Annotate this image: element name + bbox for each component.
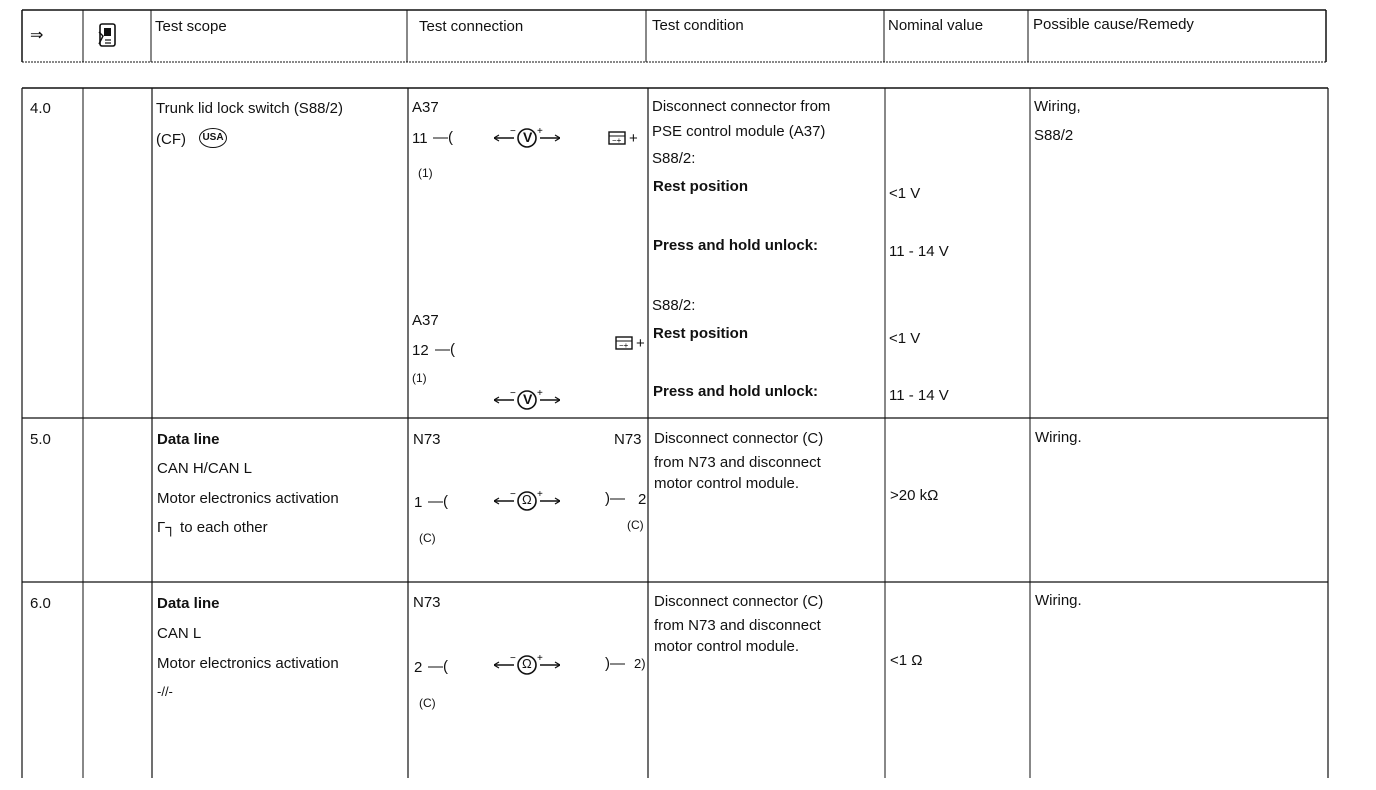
connector-label: A37: [412, 99, 439, 116]
test-condition-press: Press and hold unlock:: [653, 383, 819, 400]
connector-label: A37: [412, 312, 439, 329]
plug-icon: )—: [605, 655, 625, 672]
svg-text:−: −: [510, 653, 516, 664]
svg-text:−: −: [510, 388, 516, 399]
svg-text:−: −: [510, 126, 516, 137]
connector-pin: 1: [414, 494, 423, 511]
svg-text:−+: −+: [612, 136, 622, 145]
connector-sub: (C): [627, 518, 644, 532]
test-condition-rest: Rest position: [653, 325, 749, 342]
battery-icon: [615, 335, 635, 355]
header-test-condition: Test condition: [652, 17, 744, 34]
svg-text:+: +: [537, 489, 543, 500]
test-scope-line: Motor electronics activation: [157, 655, 339, 672]
connector-label: N73: [413, 594, 441, 611]
nominal-value: <1 Ω: [890, 652, 923, 669]
test-condition-line: PSE control module (A37): [652, 123, 826, 140]
test-scope-line: Motor electronics activation: [157, 490, 339, 507]
connector-label: N73: [413, 431, 441, 448]
svg-text:+: +: [537, 653, 543, 664]
row-number: 5.0: [30, 431, 51, 448]
test-scope-title: Data line: [157, 595, 220, 612]
ohmmeter-label: Ω: [522, 492, 531, 507]
test-scope-line: CAN H/CAN L: [157, 460, 253, 477]
remedy-text: Wiring.: [1035, 592, 1082, 609]
voltmeter-label: V: [523, 391, 532, 407]
test-condition-line: from N73 and disconnect: [654, 617, 821, 634]
connector-pin: 12: [412, 342, 429, 359]
socket-icon: —(: [433, 129, 453, 146]
test-condition-line: motor control module.: [654, 475, 800, 492]
test-scope-line: CAN L: [157, 625, 202, 642]
test-condition-line: S88/2:: [652, 150, 696, 167]
svg-text:−+: −+: [619, 341, 629, 350]
test-condition-line: Disconnect connector (C): [654, 430, 824, 447]
connector-pin: 2: [638, 491, 647, 508]
connector-sub: (1): [412, 371, 427, 385]
socket-icon: —(: [428, 658, 448, 675]
socket-icon: —(: [428, 493, 448, 510]
header-possible-cause: Possible cause/Remedy: [1033, 16, 1194, 33]
row-number: 4.0: [30, 100, 51, 117]
tester-icon: [97, 22, 119, 54]
ohmmeter-label: Ω: [522, 656, 531, 671]
nominal-value: 11 - 14 V: [889, 387, 949, 404]
test-condition-rest: Rest position: [653, 178, 749, 195]
svg-text:−: −: [510, 489, 516, 500]
test-condition-line: motor control module.: [654, 638, 800, 655]
connector-sub: (C): [419, 531, 436, 545]
usa-badge-icon: USA: [199, 128, 227, 148]
battery-icon: [608, 130, 628, 150]
remedy-text: S88/2: [1034, 127, 1074, 144]
battery-plus: +: [636, 335, 645, 352]
nominal-value: >20 kΩ: [890, 487, 939, 504]
test-condition-line: Disconnect connector from: [652, 98, 831, 115]
svg-text:+: +: [537, 126, 543, 137]
test-scope-line: Γ┐ to each other: [157, 519, 268, 536]
nominal-value: <1 V: [889, 185, 921, 202]
voltmeter-label: V: [523, 129, 532, 145]
test-scope-line: Trunk lid lock switch (S88/2): [156, 100, 344, 117]
svg-text:+: +: [537, 388, 543, 399]
connector-label: N73: [614, 431, 642, 448]
socket-icon: —(: [435, 341, 455, 358]
connector-pin: 2): [634, 656, 646, 671]
header-test-scope: Test scope: [155, 18, 227, 35]
battery-plus: +: [629, 130, 638, 147]
arrow-icon: ⇒: [30, 27, 44, 44]
test-condition-press: Press and hold unlock:: [653, 237, 819, 254]
connector-pin: 2: [414, 659, 423, 676]
test-condition-line: Disconnect connector (C): [654, 593, 824, 610]
test-condition-line: from N73 and disconnect: [654, 454, 821, 471]
test-scope-line: (CF): [156, 131, 186, 148]
remedy-text: Wiring.: [1035, 429, 1082, 446]
remedy-text: Wiring,: [1034, 98, 1081, 115]
header-nominal-value: Nominal value: [888, 17, 984, 34]
row-number: 6.0: [30, 595, 51, 612]
nominal-value: 11 - 14 V: [889, 243, 949, 260]
test-scope-line: -//-: [157, 684, 173, 699]
header-test-connection: Test connection: [419, 18, 524, 35]
connector-pin: 11: [412, 130, 428, 147]
test-condition-line: S88/2:: [652, 297, 696, 314]
plug-icon: )—: [605, 490, 625, 507]
nominal-value: <1 V: [889, 330, 921, 347]
connector-sub: (C): [419, 696, 436, 710]
test-scope-title: Data line: [157, 431, 220, 448]
connector-sub: (1): [418, 166, 433, 180]
